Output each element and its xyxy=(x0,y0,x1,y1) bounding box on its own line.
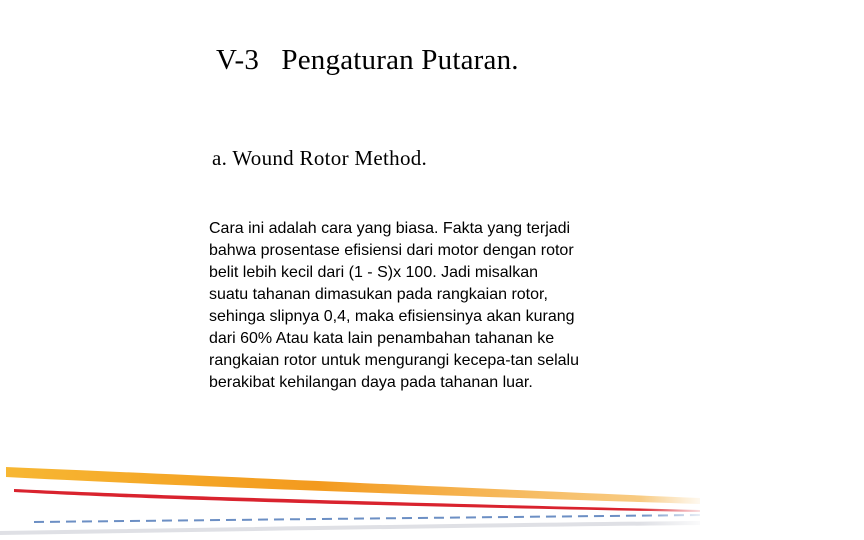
body-line: sehinga slipnya 0,4, maka efisiensinya akan kurang xyxy=(209,308,575,325)
body-line: Cara ini adalah cara yang biasa. Fakta yang terjadi xyxy=(209,220,571,237)
body-line: bahwa prosentase efisiensi dari motor dengan rotor xyxy=(209,242,574,259)
body-line: berakibat kehilangan daya pada tahanan luar. xyxy=(209,374,533,391)
blue-dashed-line xyxy=(34,515,700,522)
body-line: suatu tahanan dimasukan pada rangkaian rotor, xyxy=(209,286,548,303)
decorative-swoosh xyxy=(0,455,864,540)
body-line: belit lebih kecil dari (1 - S)x 100. Jadi misalkan xyxy=(209,264,539,281)
gray-stripe xyxy=(0,521,700,535)
orange-stripe xyxy=(6,467,700,504)
slide-title: V-3 Pengaturan Putaran. xyxy=(216,44,519,76)
section-subtitle: a. Wound Rotor Method. xyxy=(212,146,428,170)
body-line: dari 60% Atau kata lain penambahan tahanan ke xyxy=(209,330,555,347)
body-paragraph xyxy=(209,218,639,394)
body-line: rangkaian rotor untuk mengurangi kecepa-tan selalu xyxy=(209,352,580,369)
